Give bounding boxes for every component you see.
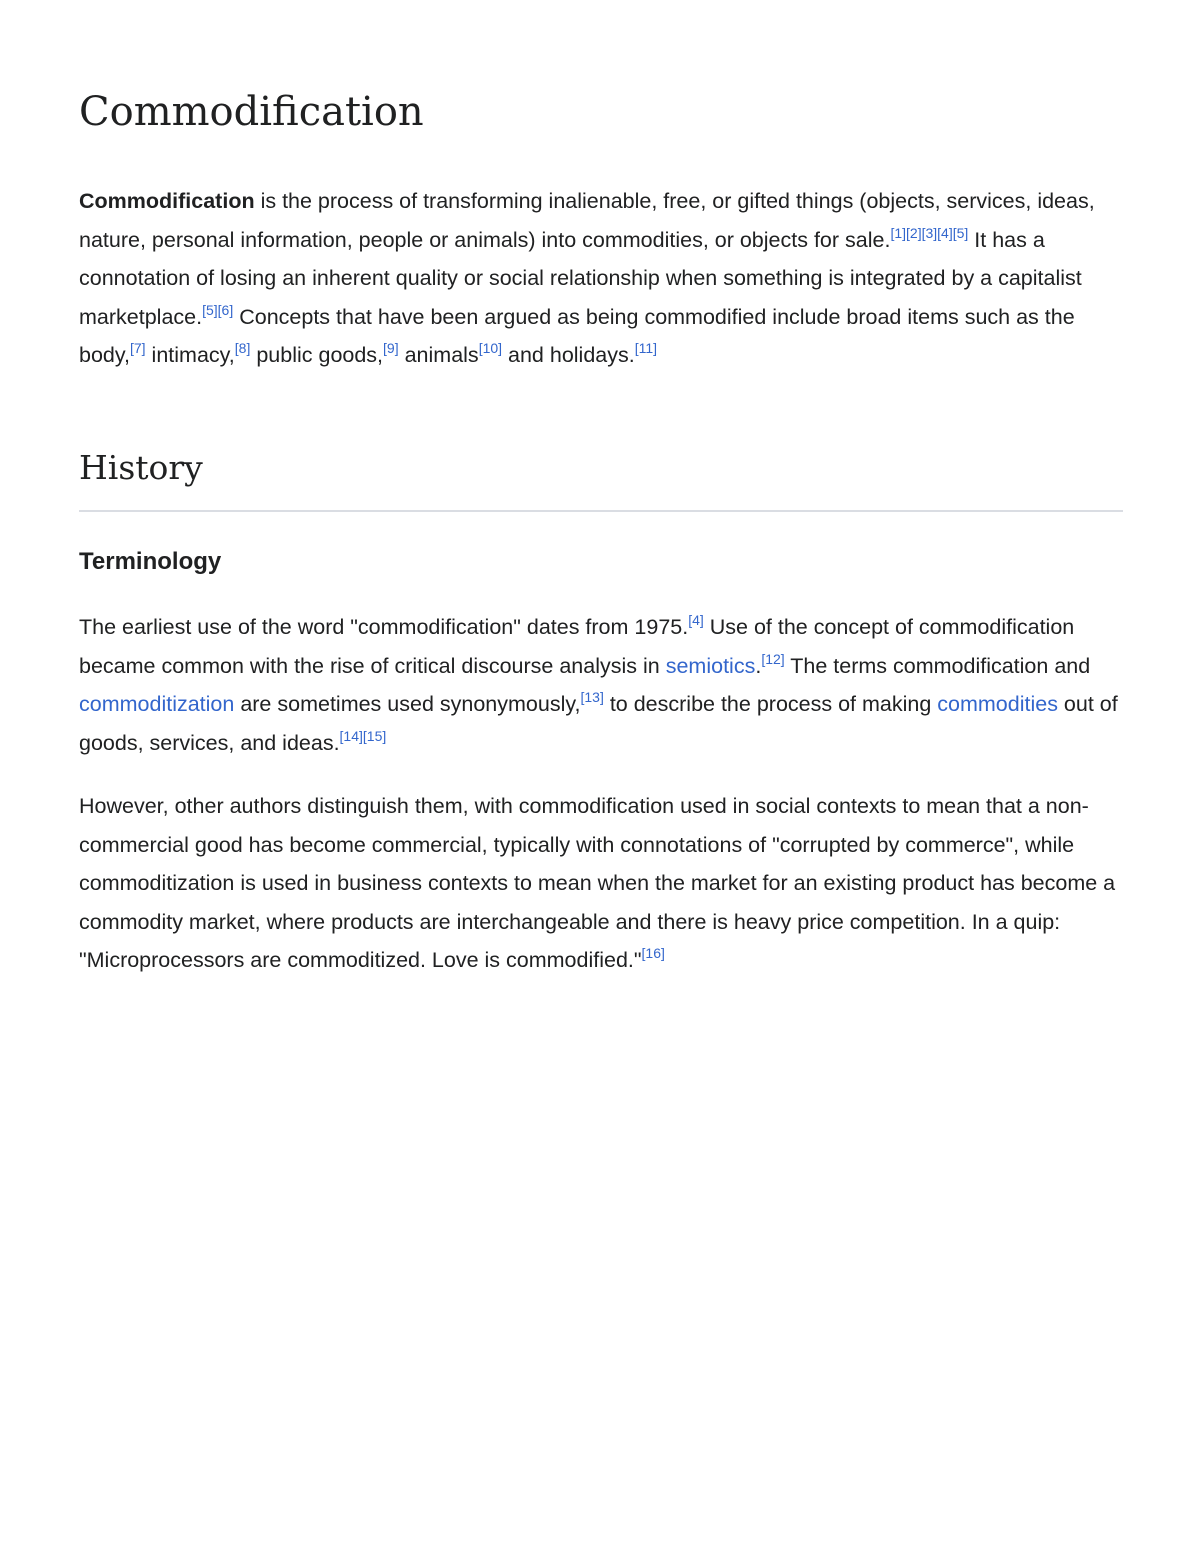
body-text: . (755, 653, 762, 678)
lead-text: public goods, (250, 343, 384, 368)
citation-ref[interactable]: [11] (634, 340, 658, 357)
lead-text: It has a connotation of losing an inherent quality or social relationship when something is integrated by a capitalist marketplace. (79, 227, 1082, 329)
citation-ref[interactable]: [12] (761, 650, 785, 667)
citation-ref[interactable]: [10] (478, 340, 503, 357)
section-heading-history: History (79, 448, 203, 487)
lead-text: and holidays. (502, 343, 635, 368)
citation-ref[interactable]: [15] (362, 727, 387, 744)
citation-ref[interactable]: [14] (339, 727, 363, 744)
body-text: out of goods, services, and ideas. (79, 692, 1118, 755)
citation-ref[interactable]: [6] (217, 301, 234, 318)
lead-text: intimacy, (145, 343, 235, 368)
lead-term: Commodification (79, 189, 255, 213)
citation-ref[interactable]: [4] (688, 612, 704, 628)
terminology-paragraph-2 (79, 787, 1123, 980)
citation-ref[interactable]: [8] (234, 340, 251, 357)
page-title: Commodification (79, 89, 424, 135)
body-text: Use of the concept of commodification became common with the rise of critical discourse analysis in (79, 615, 1075, 678)
citation-ref[interactable]: [7] (130, 340, 146, 357)
link-commodities[interactable]: commodities (937, 692, 1058, 717)
citation-ref[interactable]: [5] (952, 224, 969, 241)
citation-ref[interactable]: [2] (906, 224, 922, 241)
body-text: The earliest use of the word "commodification" dates from 1975. (79, 615, 689, 639)
lead-paragraph (79, 182, 1123, 375)
terminology-paragraph-1 (79, 608, 1123, 762)
citation-ref[interactable]: [13] (580, 689, 604, 706)
citation-ref[interactable]: [16] (641, 945, 665, 962)
citation-ref[interactable]: [9] (383, 340, 399, 357)
lead-text: animals (398, 343, 479, 368)
citation-ref[interactable]: [4] (937, 224, 953, 241)
citation-ref[interactable]: [5] (202, 301, 218, 318)
citation-ref[interactable]: [3] (921, 224, 938, 241)
lead-text: Concepts that have been argued as being commodified include broad items such as the body, (79, 304, 1075, 368)
body-text: to describe the process of making (603, 692, 938, 717)
body-text: The terms commodification and (784, 653, 1091, 678)
subsection-heading-terminology: Terminology (79, 548, 222, 575)
section-divider (79, 510, 1123, 512)
lead-text: is the process of transforming inalienable, free, or gifted things (objects, services, ideas, nature, personal information, people or animals) into commodities, or objects for sale. (79, 189, 1095, 252)
link-semiotics[interactable]: semiotics (665, 653, 756, 678)
body-text: are sometimes used synonymously, (234, 692, 581, 717)
link-commoditization[interactable]: commoditization (79, 692, 235, 717)
citation-ref[interactable]: [1] (890, 224, 907, 241)
body-text: However, other authors distinguish them, with commodification used in social contexts to mean that a non-commercial good has become commercial, typically with connotations of "corrupted by commerce", while commoditization is used in business contexts to mean when the market for an existing product has become a commodity market, where products are interchangeable and there is heavy price competition. In a quip: "Microprocessors are commoditized. Love is commodified." (79, 794, 1116, 973)
